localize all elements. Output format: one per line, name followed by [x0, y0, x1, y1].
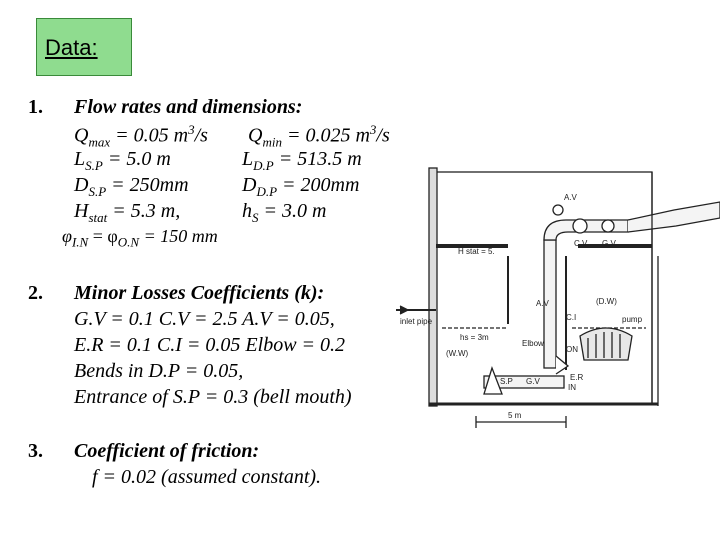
- label-av: A.V: [564, 193, 577, 202]
- label-dim: 5 m: [508, 411, 522, 420]
- label-sp: S.P: [500, 377, 513, 386]
- section-2-heading: Minor Losses Coefficients (k):: [74, 282, 325, 304]
- label-in: IN: [568, 383, 576, 392]
- label-on: ON: [566, 345, 578, 354]
- phi-value: $\varphi_{I.N} = \varphi_{O.N} = 150$ mm: [62, 226, 218, 250]
- label-ci: C.I: [566, 313, 577, 322]
- hs-value: $h_S = 3.0$ m: [242, 200, 327, 225]
- page-title: Data:: [45, 35, 98, 60]
- label-cv: C.V: [574, 239, 588, 248]
- section-2-number: 2.: [28, 282, 43, 304]
- label-dw: (D.W): [596, 297, 617, 306]
- title-box: [36, 18, 132, 76]
- check-valve-icon: [573, 219, 587, 233]
- air-valve-icon: [553, 205, 563, 215]
- label-hs: hs = 3m: [460, 333, 489, 342]
- dsp-value: $D_{S.P} = 250mm$: [74, 174, 189, 199]
- friction-line: f = 0.02 (assumed constant).: [92, 466, 322, 488]
- minor-loss-line-2: E.R = 0.1 C.I = 0.05 Elbow = 0.2: [74, 334, 346, 356]
- section-3-heading: Coefficient of friction:: [74, 440, 260, 462]
- section-3-number: 3.: [28, 440, 43, 462]
- delivery-pipe: [628, 202, 720, 232]
- pump-station-diagram: [396, 160, 720, 430]
- section-1-number: 1.: [28, 96, 43, 118]
- ddp-value: $D_{D.P} = 200mm$: [242, 174, 360, 199]
- minor-loss-line-1: G.V = 0.1 C.V = 2.5 A.V = 0.05,: [74, 308, 335, 330]
- label-pump: pump: [622, 315, 643, 324]
- label-elbow: Elbow: [522, 339, 544, 348]
- qmax-value: $Q_{max} = 0.05$ $m^3/s$: [74, 122, 208, 150]
- section-1-heading: Flow rates and dimensions:: [74, 96, 303, 118]
- hstat-value: $H_{stat} = 5.3$ m,: [74, 200, 181, 225]
- left-wall: [429, 168, 437, 406]
- gate-valve-icon: [602, 220, 614, 232]
- label-er: E.R: [570, 373, 584, 382]
- label-gv: G.V: [602, 239, 616, 248]
- label-inlet: inlet pipe: [400, 317, 433, 326]
- qmin-value: $Q_{min} = 0.025$ $m^3/s$: [248, 122, 390, 150]
- label-gv2: G.V: [526, 377, 540, 386]
- minor-loss-line-3: Bends in D.P = 0.05,: [74, 360, 244, 382]
- label-av-vert: A.V: [536, 299, 549, 308]
- label-ww: (W.W): [446, 349, 469, 358]
- minor-loss-line-4: Entrance of S.P = 0.3 (bell mouth): [74, 386, 352, 408]
- lsp-value: $L_{S.P} = 5.0$ m: [74, 148, 171, 173]
- label-hstat: H stat = 5.: [458, 247, 495, 256]
- ldp-value: $L_{D.P} = 513.5$ m: [242, 148, 362, 173]
